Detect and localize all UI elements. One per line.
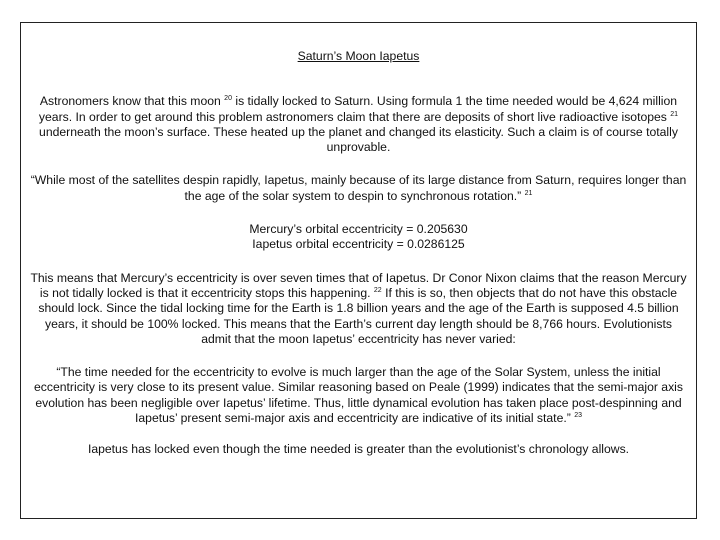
reference-23: 23 xyxy=(574,412,582,420)
quote-despin xyxy=(29,173,688,204)
iapetus-eccentricity: Iapetus orbital eccentricity = 0.0286125 xyxy=(252,237,465,252)
page-title: Saturn’s Moon Iapetus xyxy=(297,49,420,63)
paragraph-tidal-lock-text-a: Astronomers know that this moon xyxy=(39,94,225,109)
slide-content xyxy=(29,49,688,458)
conclusion: Iapetus has locked even though the time needed is greater than the evolutionist’s chronology allows. xyxy=(87,442,630,457)
reference-22: 22 xyxy=(373,286,382,294)
slide-frame xyxy=(20,22,697,519)
paragraph-tidal-lock-text-c: underneath the moon’s surface. These heated up the planet and changed its elasticity. Such a claim is of course totally unprovable. xyxy=(39,124,678,155)
quote-evolution-text: “The time needed for the eccentricity to evolve is much larger than the age of the Solar System, unless the initial eccentricity is very close to its present value. Similar reasoning based on Peale (1999) indicates that the semi-major axis evolution has been negligible over Iapetus’ lifetime. Thus, little dynamical evolution has taken place post-despinning and Iapetus’ present semi-major axis and eccentricity are indicative of its initial state.” xyxy=(34,365,683,426)
paragraph-eccentricity-text-b: If this is so, then objects that do not have this obstacle should lock. Since the tidal locking time for the Earth is 1.8 billion years and the age of the Earth is supposed 4.5 billion years, it should be 100% locked. This means that the Earth’s current day length should be 8,766 hours. Evolutionists admit that the moon Iapetus’ eccentricity has never varied: xyxy=(38,285,679,346)
quote-despin-text: “While most of the satellites despin rapidly, Iapetus, mainly because of its large distance from Saturn, requires longer than the age of the solar system to despin to synchronous rotation.” xyxy=(30,173,687,203)
paragraph-tidal-lock xyxy=(29,94,688,155)
quote-evolution xyxy=(29,365,688,426)
reference-21b: 21 xyxy=(524,189,533,197)
reference-21: 21 xyxy=(670,110,679,118)
mercury-eccentricity: Mercury’s orbital eccentricity = 0.205630 xyxy=(249,222,468,237)
paragraph-eccentricity-text-a: This means that Mercury’s eccentricity is over seven times that of Iapetus. Dr Conor Nixon claims that the reason Mercury is not tidally locked is that it eccentricity stops this happening. xyxy=(30,270,687,300)
paragraph-tidal-lock-text-b: is tidally locked to Saturn. Using formula 1 the time needed would be 4,624 million years. In order to get around this problem astronomers claim that there are deposits of short live radioactive isotopes xyxy=(38,94,678,124)
reference-20: 20 xyxy=(224,95,232,103)
paragraph-eccentricity xyxy=(29,271,688,347)
eccentricity-values xyxy=(29,222,688,253)
